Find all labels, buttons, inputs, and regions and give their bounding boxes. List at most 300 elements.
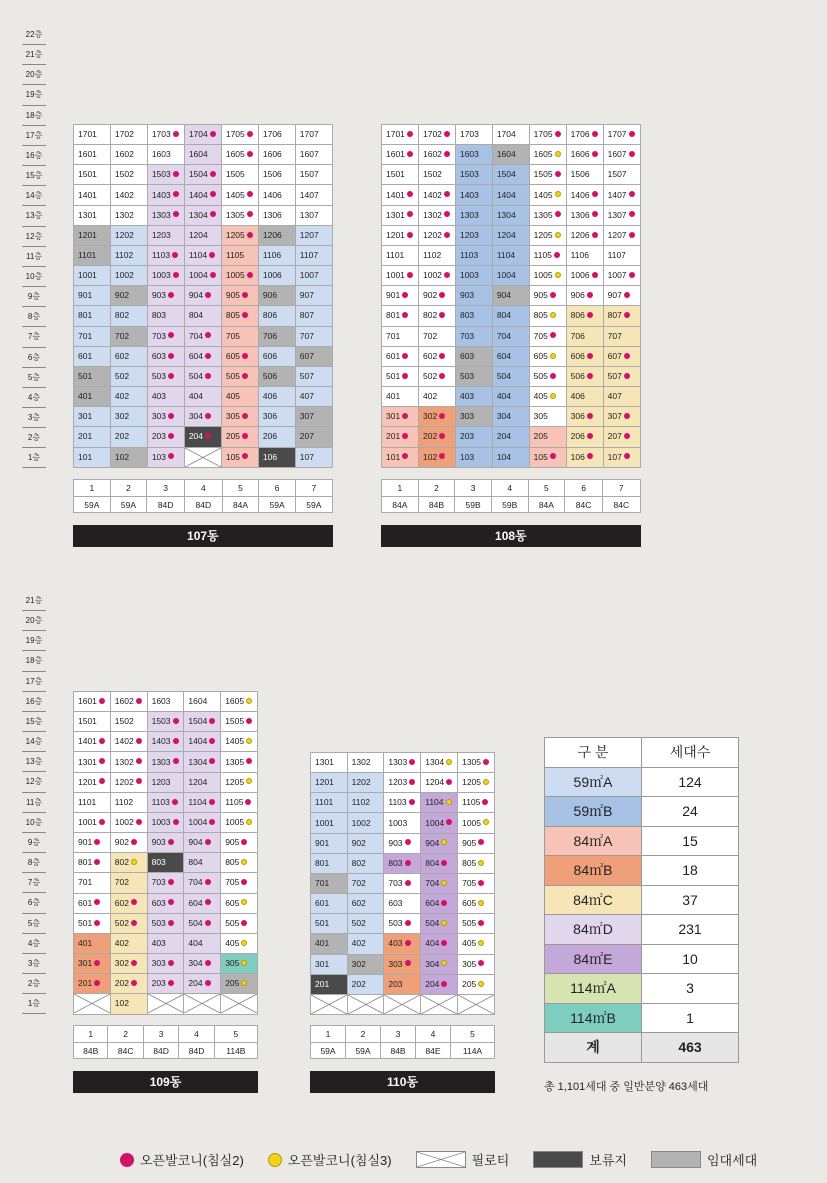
unit-number: 101 bbox=[386, 451, 401, 462]
unit-number: 1202 bbox=[351, 777, 371, 788]
floor-row bbox=[311, 793, 495, 813]
line-number: 5 bbox=[451, 1026, 495, 1043]
summary-total-label: 계 bbox=[545, 1033, 642, 1063]
unit-cell bbox=[311, 873, 348, 893]
unit-cell bbox=[421, 813, 458, 833]
floor-label: 14층 bbox=[22, 186, 46, 206]
unit-cell bbox=[458, 873, 495, 893]
balcony-bed2-dot-icon bbox=[402, 433, 408, 439]
unit-number: 201 bbox=[78, 978, 93, 989]
unit-cell bbox=[184, 205, 221, 225]
unit-cell bbox=[603, 225, 640, 245]
balcony-bed2-dot-icon bbox=[624, 292, 630, 298]
unit-number: 1405 bbox=[225, 189, 245, 200]
unit-number: 1404 bbox=[188, 736, 208, 747]
unit-cell bbox=[221, 407, 258, 427]
balcony-bed2-dot-icon bbox=[242, 292, 248, 298]
unit-cell bbox=[74, 954, 111, 974]
unit-cell bbox=[421, 853, 458, 873]
unit-cell bbox=[492, 205, 529, 225]
unit-cell bbox=[184, 873, 221, 893]
piloti-swatch bbox=[416, 1151, 466, 1168]
unit-cell bbox=[221, 893, 258, 913]
floor-label: 18층 bbox=[22, 106, 46, 126]
floor-label: 15층 bbox=[22, 166, 46, 186]
balcony-bed2-dot-icon bbox=[592, 191, 598, 197]
unit-cell bbox=[492, 165, 529, 185]
balcony-bed3-dot-icon bbox=[441, 960, 447, 966]
unit-cell bbox=[455, 185, 492, 205]
unit-number: 302 bbox=[351, 958, 366, 969]
unit-cell bbox=[147, 812, 184, 832]
unit-number: 1201 bbox=[315, 777, 334, 788]
unit-cell bbox=[184, 185, 221, 205]
unit-number: 801 bbox=[78, 857, 93, 868]
balcony-bed3-dot-icon bbox=[446, 799, 452, 805]
balcony-bed2-dot-icon bbox=[168, 980, 174, 986]
unit-cell bbox=[455, 326, 492, 346]
floor-label: 2층 bbox=[22, 428, 46, 448]
summary-row bbox=[545, 944, 739, 974]
unit-number: 1101 bbox=[78, 796, 97, 807]
unit-cell bbox=[147, 185, 184, 205]
unit-cell bbox=[492, 326, 529, 346]
balcony-bed2-dot-icon bbox=[554, 252, 560, 258]
unit-number: 302 bbox=[114, 411, 130, 422]
unit-cell bbox=[147, 447, 184, 467]
unit-number: 1004 bbox=[496, 270, 516, 281]
balcony-bed3-dot-icon bbox=[555, 151, 561, 157]
unit-number: 906 bbox=[262, 290, 278, 301]
unit-cell bbox=[295, 387, 332, 407]
unit-cell bbox=[311, 813, 348, 833]
line-number: 1 bbox=[311, 1026, 346, 1043]
balcony-bed2-dot-icon bbox=[210, 272, 216, 278]
unit-cell bbox=[603, 125, 640, 145]
floor-row bbox=[382, 306, 641, 326]
unit-cell bbox=[74, 306, 111, 326]
unit-cell bbox=[455, 225, 492, 245]
balcony-bed2-dot-icon bbox=[592, 151, 598, 157]
floor-row bbox=[74, 225, 333, 245]
unit-cell bbox=[384, 853, 421, 873]
unit-number: 1403 bbox=[151, 189, 171, 200]
unit-number: 1502 bbox=[114, 169, 134, 180]
unit-number: 706 bbox=[570, 330, 585, 341]
unit-cell bbox=[295, 346, 332, 366]
balcony-bed2-dot-icon bbox=[209, 799, 215, 805]
summary-count: 24 bbox=[642, 797, 739, 827]
line-number: 5 bbox=[222, 480, 259, 497]
unit-cell bbox=[221, 165, 258, 185]
summary-note: 총 1,101세대 중 일반분양 463세대 bbox=[544, 1081, 709, 1093]
unit-number: 904 bbox=[188, 837, 203, 848]
unit-number: 405 bbox=[225, 391, 241, 402]
balcony-bed3-dot-icon bbox=[478, 900, 484, 906]
unit-number: 706 bbox=[262, 330, 278, 341]
piloti-cell bbox=[74, 994, 111, 1014]
balcony-bed2-dot-icon bbox=[94, 920, 100, 926]
unit-number: 1002 bbox=[351, 817, 371, 828]
line-type: 84C bbox=[602, 497, 640, 513]
unit-number: 702 bbox=[422, 330, 438, 341]
unit-cell bbox=[566, 205, 603, 225]
unit-number: 703 bbox=[388, 878, 403, 889]
unit-cell bbox=[529, 165, 566, 185]
unit-number: 704 bbox=[425, 878, 440, 889]
unit-cell bbox=[603, 366, 640, 386]
unit-number: 804 bbox=[496, 310, 511, 321]
balcony-bed3-dot-icon bbox=[241, 960, 247, 966]
rental-swatch bbox=[651, 1151, 701, 1168]
unit-number: 907 bbox=[299, 290, 314, 301]
floor-label: 14층 bbox=[22, 732, 46, 752]
unit-number: 1102 bbox=[114, 796, 134, 807]
line-type: 84D bbox=[184, 497, 222, 513]
summary-header: 구 분 bbox=[545, 738, 642, 768]
unit-cell bbox=[184, 954, 221, 974]
unit-cell bbox=[347, 833, 384, 853]
unit-number: 1301 bbox=[78, 756, 97, 767]
unit-cell bbox=[458, 753, 495, 773]
balcony-bed2-dot-icon bbox=[550, 292, 556, 298]
unit-cell bbox=[184, 792, 221, 812]
unit-cell bbox=[258, 346, 295, 366]
unit-number: 301 bbox=[315, 958, 330, 969]
line-number: 7 bbox=[295, 480, 332, 497]
balcony-bed3-dot-icon bbox=[483, 779, 489, 785]
unit-cell bbox=[184, 286, 221, 306]
balcony-bed2-dot-icon bbox=[407, 151, 413, 157]
unit-cell bbox=[110, 712, 147, 732]
unit-cell bbox=[184, 833, 221, 853]
unit-number: 605 bbox=[533, 350, 548, 361]
unit-cell bbox=[384, 954, 421, 974]
unit-number: 201 bbox=[315, 978, 330, 989]
unit-number: 1704 bbox=[188, 129, 208, 140]
balcony-bed2-dot-icon bbox=[409, 759, 415, 765]
unit-cell bbox=[455, 145, 492, 165]
balcony-bed3-dot-icon bbox=[241, 859, 247, 865]
balcony-bed2-dot-icon bbox=[209, 738, 215, 744]
balcony-bed2-dot-icon bbox=[441, 860, 447, 866]
unit-cell bbox=[110, 812, 147, 832]
balcony-bed2-dot-icon bbox=[409, 779, 415, 785]
unit-cell bbox=[566, 387, 603, 407]
unit-cell bbox=[221, 326, 258, 346]
unit-cell bbox=[603, 346, 640, 366]
unit-cell bbox=[384, 793, 421, 813]
unit-number: 1303 bbox=[459, 209, 479, 220]
unit-number: 704 bbox=[496, 330, 511, 341]
floor-row bbox=[311, 873, 495, 893]
floor-row bbox=[382, 205, 641, 225]
unit-cell bbox=[566, 245, 603, 265]
balcony-bed2-dot-icon bbox=[173, 191, 179, 197]
balcony-bed2-dot-icon bbox=[242, 453, 248, 459]
unit-cell bbox=[110, 225, 147, 245]
unit-number: 204 bbox=[188, 978, 203, 989]
balcony-bed2-dot-icon bbox=[131, 920, 137, 926]
unit-number: 606 bbox=[262, 350, 278, 361]
unit-number: 102 bbox=[422, 451, 438, 462]
unit-number: 1301 bbox=[78, 209, 97, 220]
unit-cell bbox=[221, 125, 258, 145]
balcony-bed2-dot-icon bbox=[444, 151, 450, 157]
unit-cell bbox=[110, 245, 147, 265]
unit-cell bbox=[458, 813, 495, 833]
balcony-bed2-dot-icon bbox=[168, 960, 174, 966]
floor-label: 3층 bbox=[22, 954, 46, 974]
balcony-bed2-dot-icon bbox=[624, 353, 630, 359]
unit-cell bbox=[147, 266, 184, 286]
line-footer bbox=[73, 479, 333, 513]
floor-label: 8층 bbox=[22, 307, 46, 327]
unit-cell bbox=[295, 245, 332, 265]
unit-number: 402 bbox=[114, 937, 129, 948]
unit-number: 1306 bbox=[570, 209, 590, 220]
unit-cell bbox=[418, 225, 455, 245]
unit-cell bbox=[184, 366, 221, 386]
unit-number: 1605 bbox=[533, 149, 553, 160]
floor-row bbox=[74, 427, 333, 447]
floor-row bbox=[74, 447, 333, 467]
unit-number: 904 bbox=[188, 290, 204, 301]
unit-cell bbox=[347, 873, 384, 893]
unit-cell bbox=[74, 692, 111, 712]
unit-cell bbox=[311, 833, 348, 853]
unit-number: 604 bbox=[188, 897, 203, 908]
balcony-bed3-dot-icon bbox=[555, 232, 561, 238]
unit-cell bbox=[603, 145, 640, 165]
unit-number: 1607 bbox=[299, 149, 319, 160]
unit-cell bbox=[221, 913, 258, 933]
unit-number: 306 bbox=[570, 411, 585, 422]
unit-number: 1306 bbox=[262, 209, 282, 220]
unit-number: 503 bbox=[459, 370, 475, 381]
building-name: 109동 bbox=[73, 1071, 258, 1093]
summary-row bbox=[545, 797, 739, 827]
balcony-bed2-dot-icon bbox=[444, 131, 450, 137]
summary-type: 114㎡B bbox=[545, 1003, 642, 1033]
unit-number: 1301 bbox=[386, 209, 405, 220]
summary-type: 84㎡D bbox=[545, 915, 642, 945]
unit-number: 1303 bbox=[151, 209, 171, 220]
floor-row bbox=[74, 387, 333, 407]
unit-cell bbox=[74, 812, 111, 832]
unit-number: 901 bbox=[78, 837, 93, 848]
line-number: 2 bbox=[108, 1026, 143, 1043]
unit-number: 1501 bbox=[78, 716, 97, 727]
unit-number: 802 bbox=[114, 857, 129, 868]
unit-cell bbox=[418, 366, 455, 386]
unit-number: 1602 bbox=[422, 149, 442, 160]
unit-number: 704 bbox=[188, 877, 203, 888]
floor-row bbox=[74, 752, 258, 772]
unit-cell bbox=[258, 225, 295, 245]
unit-number: 1502 bbox=[422, 169, 442, 180]
unit-cell bbox=[221, 346, 258, 366]
floor-row bbox=[382, 447, 641, 467]
unit-grid bbox=[73, 691, 258, 1015]
unit-cell bbox=[382, 387, 419, 407]
unit-number: 1205 bbox=[225, 776, 245, 787]
unit-cell bbox=[74, 125, 111, 145]
floor-label: 18층 bbox=[22, 651, 46, 671]
line-number: 3 bbox=[143, 1026, 178, 1043]
balcony-bed2-dot-icon bbox=[247, 151, 253, 157]
line-number: 4 bbox=[184, 480, 222, 497]
balcony-bed2-dot-icon bbox=[444, 211, 450, 217]
line-footer bbox=[381, 479, 641, 513]
unit-cell bbox=[311, 773, 348, 793]
balcony-bed2-dot-icon bbox=[172, 252, 178, 258]
line-type: 59A bbox=[346, 1043, 381, 1059]
unit-number: 806 bbox=[262, 310, 278, 321]
summary-type: 59㎡B bbox=[545, 797, 642, 827]
unit-number: 1302 bbox=[351, 757, 371, 768]
unit-cell bbox=[421, 793, 458, 813]
unit-number: 601 bbox=[78, 897, 93, 908]
unit-number: 102 bbox=[114, 998, 129, 1009]
unit-number: 1104 bbox=[188, 250, 208, 261]
unit-number: 304 bbox=[188, 411, 204, 422]
unit-cell bbox=[258, 245, 295, 265]
balcony-bed2-dot-icon bbox=[441, 981, 447, 987]
unit-cell bbox=[347, 934, 384, 954]
balcony-bed2-dot-icon bbox=[478, 839, 484, 845]
unit-cell bbox=[184, 692, 221, 712]
unit-number: 1104 bbox=[496, 250, 516, 261]
unit-number: 1603 bbox=[151, 696, 171, 707]
unit-cell bbox=[566, 225, 603, 245]
unit-number: 1405 bbox=[225, 736, 245, 747]
unit-number: 1007 bbox=[299, 270, 319, 281]
unit-number: 1104 bbox=[188, 796, 207, 807]
balcony-bed2-dot-icon bbox=[629, 211, 635, 217]
floor-label: 13층 bbox=[22, 206, 46, 226]
balcony-bed2-dot-icon bbox=[407, 232, 413, 238]
floor-label: 19층 bbox=[22, 85, 46, 105]
unit-cell bbox=[258, 326, 295, 346]
unit-number: 504 bbox=[188, 917, 203, 928]
unit-cell bbox=[295, 306, 332, 326]
unit-number: 901 bbox=[315, 837, 330, 848]
unit-cell bbox=[295, 165, 332, 185]
unit-cell bbox=[311, 894, 348, 914]
unit-number: 307 bbox=[607, 411, 622, 422]
balcony-bed2-dot-icon bbox=[246, 758, 252, 764]
piloti-cell bbox=[184, 447, 221, 467]
unit-number: 601 bbox=[315, 898, 330, 909]
floor-row bbox=[382, 387, 641, 407]
floor-row bbox=[311, 813, 495, 833]
floor-label: 19층 bbox=[22, 631, 46, 651]
unit-cell bbox=[603, 447, 640, 467]
unit-number: 404 bbox=[188, 391, 204, 402]
floor-row bbox=[74, 853, 258, 873]
floor-label: 11층 bbox=[22, 247, 46, 267]
balcony-bed2-dot-icon bbox=[241, 839, 247, 845]
unit-number: 401 bbox=[78, 937, 93, 948]
unit-cell bbox=[258, 286, 295, 306]
balcony-bed2-dot-icon bbox=[99, 698, 105, 704]
unit-cell bbox=[110, 165, 147, 185]
unit-number: 203 bbox=[459, 431, 475, 442]
unit-cell bbox=[184, 125, 221, 145]
unit-cell bbox=[566, 306, 603, 326]
unit-cell bbox=[455, 407, 492, 427]
unit-number: 1407 bbox=[299, 189, 319, 200]
unit-cell bbox=[455, 447, 492, 467]
unit-number: 1207 bbox=[607, 229, 627, 240]
balcony-bed3-dot-icon bbox=[550, 353, 556, 359]
unit-cell bbox=[110, 205, 147, 225]
unit-number: 203 bbox=[151, 978, 166, 989]
unit-cell bbox=[458, 773, 495, 793]
unit-number: 1402 bbox=[114, 189, 134, 200]
floor-label: 20층 bbox=[22, 65, 46, 85]
unit-number: 404 bbox=[188, 937, 203, 948]
unit-number: 403 bbox=[151, 937, 166, 948]
unit-number: 1101 bbox=[386, 250, 405, 261]
unit-number: 1407 bbox=[607, 189, 627, 200]
unit-cell bbox=[603, 185, 640, 205]
unit-number: 1705 bbox=[533, 129, 553, 140]
unit-number: 605 bbox=[225, 350, 241, 361]
unit-number: 1003 bbox=[459, 270, 479, 281]
floor-label: 5층 bbox=[22, 914, 46, 934]
unit-cell bbox=[110, 185, 147, 205]
unit-cell bbox=[74, 366, 111, 386]
line-type: 59A bbox=[74, 497, 111, 513]
balcony-bed3-dot-icon bbox=[478, 860, 484, 866]
balcony-bed2-dot-icon bbox=[550, 373, 556, 379]
unit-number: 402 bbox=[422, 391, 438, 402]
floor-label: 12층 bbox=[22, 772, 46, 792]
piloti-cell bbox=[458, 994, 495, 1014]
unit-number: 101 bbox=[78, 451, 93, 462]
unit-number: 601 bbox=[78, 350, 93, 361]
unit-cell bbox=[382, 185, 419, 205]
unit-number: 1006 bbox=[570, 270, 590, 281]
unit-cell bbox=[147, 346, 184, 366]
unit-number: 804 bbox=[188, 310, 204, 321]
unit-cell bbox=[147, 366, 184, 386]
unit-number: 301 bbox=[386, 411, 401, 422]
balcony-bed2-dot-icon bbox=[205, 433, 211, 439]
unit-number: 802 bbox=[114, 310, 130, 321]
floor-row bbox=[382, 185, 641, 205]
unit-cell bbox=[347, 853, 384, 873]
unit-number: 1401 bbox=[78, 736, 97, 747]
balcony-bed2-dot-icon bbox=[205, 353, 211, 359]
unit-number: 202 bbox=[422, 431, 438, 442]
unit-cell bbox=[566, 125, 603, 145]
balcony-bed2-dot-icon bbox=[482, 799, 488, 805]
unit-number: 803 bbox=[151, 857, 166, 868]
unit-number: 1003 bbox=[151, 270, 171, 281]
unit-cell bbox=[418, 407, 455, 427]
unit-cell bbox=[184, 245, 221, 265]
unit-cell bbox=[529, 205, 566, 225]
unit-number: 701 bbox=[78, 877, 93, 888]
balcony-bed2-dot-icon bbox=[587, 413, 593, 419]
unit-number: 1403 bbox=[151, 736, 171, 747]
unit-number: 1203 bbox=[459, 229, 479, 240]
unit-number: 1704 bbox=[496, 129, 516, 140]
legend bbox=[120, 1150, 757, 1169]
